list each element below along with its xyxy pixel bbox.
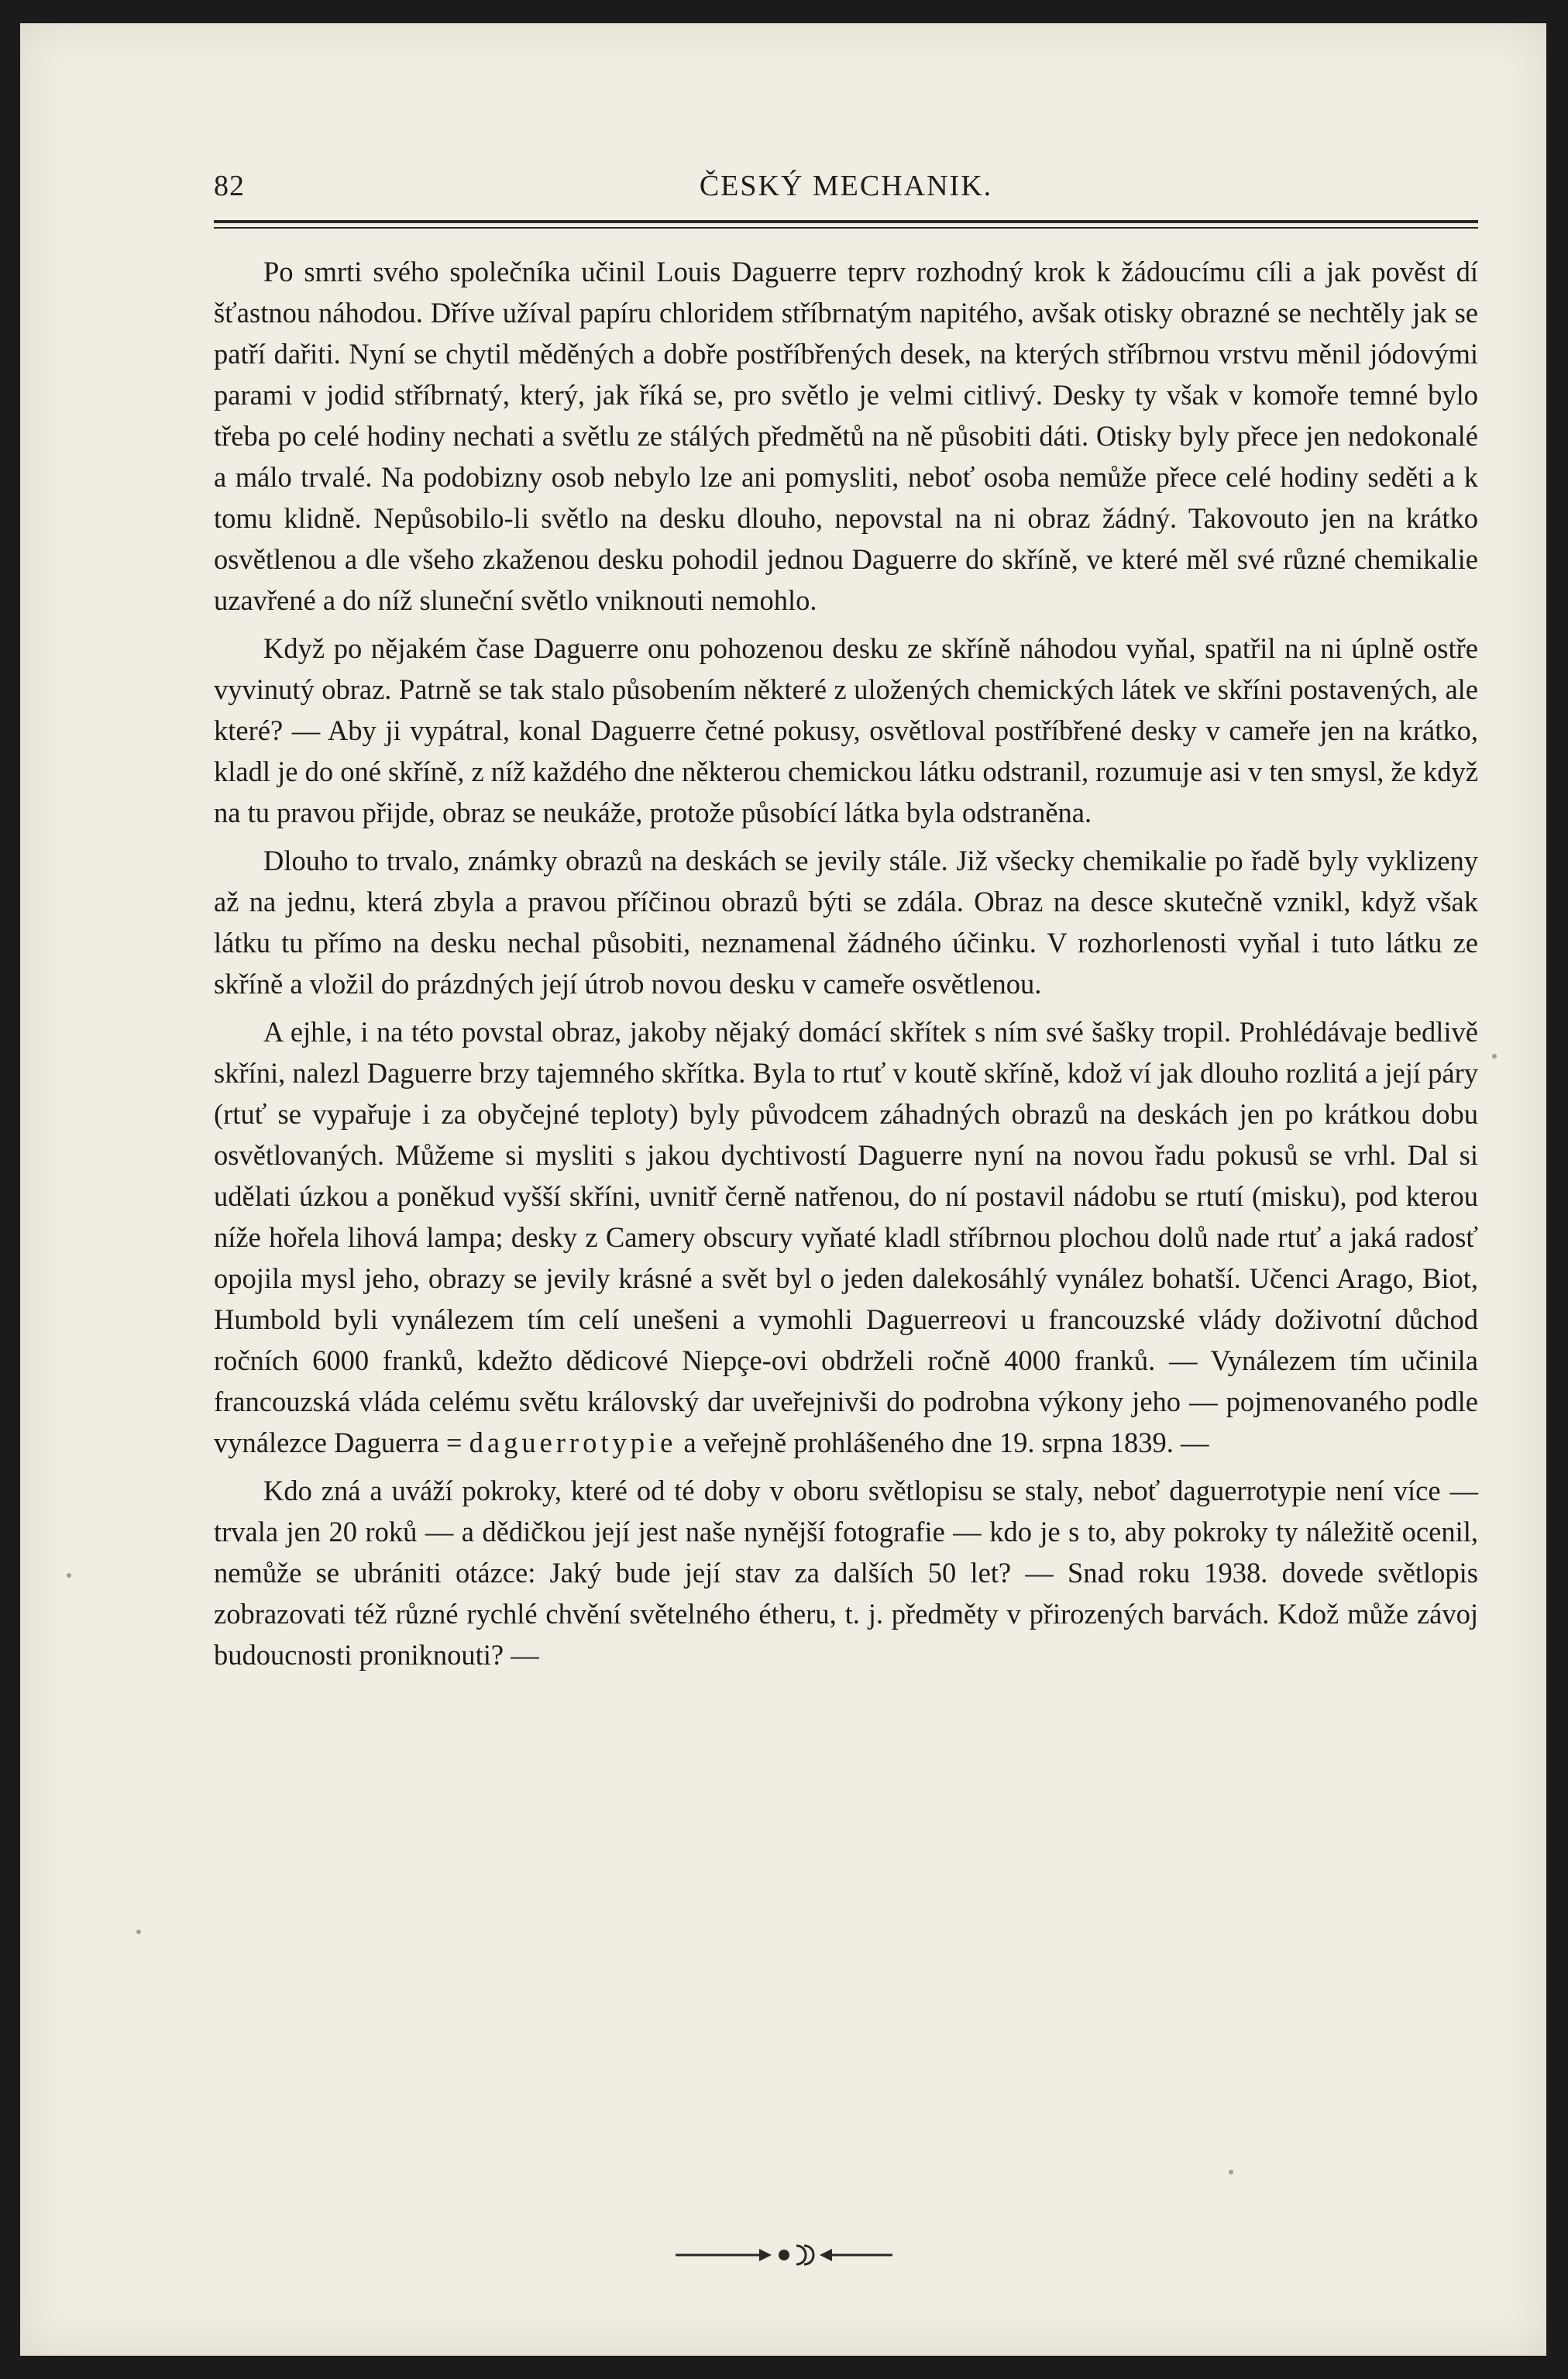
- header-rule-thick: [214, 220, 1478, 223]
- page-number: 82: [214, 170, 245, 202]
- spaced-term: daguerrotypie: [469, 1427, 677, 1458]
- page-header: [214, 169, 1478, 208]
- paragraph-text: a veřejně prohlášeného dne 19. srpna 1839. —: [683, 1427, 1209, 1458]
- paragraph: Po smrti svého společníka učinil Louis Daguerre teprv rozhodný krok k žádoucímu cíli a jak pověst dí šťastnou náhodou. Dříve užíval papíru chloridem stříbrnatým napitého, avšak otisky obrazné se nechtěly jak se patří dařiti. Nyní se chytil měděných a dobře postříbřených desek, na kterých stříbrnou vrstvu měnil jódovými parami v jodid stříbrnatý, který, jak říká se, pro světlo je velmi citlivý. Desky ty však v komoře temné bylo třeba po celé hodiny nechati a světlu ze stálých předmětů na ně působiti dáti. Otisky byly přece jen nedokonalé a málo trvalé. Na podobizny osob nebylo lze ani pomysliti, neboť osoba nemůže přece celé hodiny seděti a k tomu klidně. Nepůsobilo-li světlo na desku dlouho, nepovstal na ni obraz žádný. Takovouto jen na krátko osvětlenou a dle všeho zkaženou desku pohodil jednou Daguerre do skříně, ve které měl své různé chemikalie uzavřené a do níž sluneční světlo vniknouti nemohlo.: [214, 256, 1478, 616]
- header-rule-thin: [214, 227, 1478, 229]
- body-text: [214, 251, 1478, 1682]
- paper-speck: [1492, 1054, 1497, 1059]
- paragraph: Když po nějakém čase Daguerre onu pohozenou desku ze skříně náhodou vyňal, spatřil na ni úplně ostře vyvinutý obraz. Patrně se tak stalo působením některé z uložených chemických látek ve skříni postavených, ale které? — Aby ji vypátral, konal Daguerre četné pokusy, osvětloval postříbřené desky v cameře jen na krátko, kladl je do oné skříně, z níž každého dne některou chemickou látku odstranil, rozumuje asi v ten smysl, že když na tu pravou přijde, obraz se neukáže, protože působící látka byla odstraněna.: [214, 632, 1478, 828]
- running-title: ČESKÝ MECHANIK.: [699, 170, 993, 202]
- paragraph-text: A ejhle, i na této povstal obraz, jakoby nějaký domácí skřítek s ním své šašky tropil. Prohlédávaje bedlivě skříni, nalezl Daguerre brzy tajemného skřítka. Byla to rtuť v koutě skříně, kdož ví jak dlouho rozlitá a její páry (rtuť se vypařuje i za obyčejné teploty) byly původcem záhadných obrazů na deskách jen po krátkou dobu osvětlovaných. Můžeme si mysliti s jakou dychtivostí Daguerre nyní na novou řadu pokusů se vrhl. Dal si udělati úzkou a poněkud vyšší skříni, uvnitř černě natřenou, do ní postavil nádobu se rtutí (misku), pod kterou níže hořela lihová lampa; desky z Camery obscury vyňaté kladl stříbrnou plochou dolů nade rtuť a jaká radosť opojila mysl jeho, obrazy se jevily krásné a svět byl o jeden dalekosáhlý vynález bohatší. Učenci Arago, Biot, Humbold byli vynálezem tím celí unešeni a vymohli Daguerreovi u francouzské vlády doživotní důchod ročních 6000 franků, kdežto dědicové Niepçe-ovi obdrželi ročně 4000 franků. — Vynálezem tím učinila francouzská vláda celému světu královský dar uveřejnivši do podrobna výkony jeho — pojmenovaného podle vynálezce Daguerra =: [214, 1016, 1478, 1458]
- end-ornament-icon: [668, 2240, 900, 2271]
- paragraph: Dlouho to trvalo, známky obrazů na deskách se jevily stále. Již všecky chemikalie po řadě byly vyklizeny až na jednu, která zbyla a pravou příčinou obrazů býti se zdála. Obraz na desce skutečně vznikl, když však látku tu přímo na desku nechal působiti, neznamenal žádného účinku. V rozhorlenosti vyňal i tuto látku ze skříně a vložil do prázdných její útrob novou desku v cameře osvětlenou.: [214, 845, 1478, 1000]
- paper-speck: [67, 1573, 71, 1578]
- paragraph: [214, 1011, 1478, 1463]
- paper-speck: [136, 1930, 141, 1934]
- paragraph: Kdo zná a uváží pokroky, které od té doby v oboru světlopisu se staly, neboť daguerrotypie není více — trvala jen 20 roků — a dědičkou její jest naše nynější fotografie — kdo je s to, aby pokroky ty náležitě ocenil, nemůže se ubrániti otázce: Jaký bude její stav za dalších 50 let? — Snad roku 1938. dovede světlopis zobrazovati též různé rychlé chvění světelného étheru, t. j. předměty v přirozených barvách. Kdož může závoj budoucnosti proniknouti? —: [214, 1475, 1478, 1671]
- paper-speck: [1229, 2170, 1233, 2174]
